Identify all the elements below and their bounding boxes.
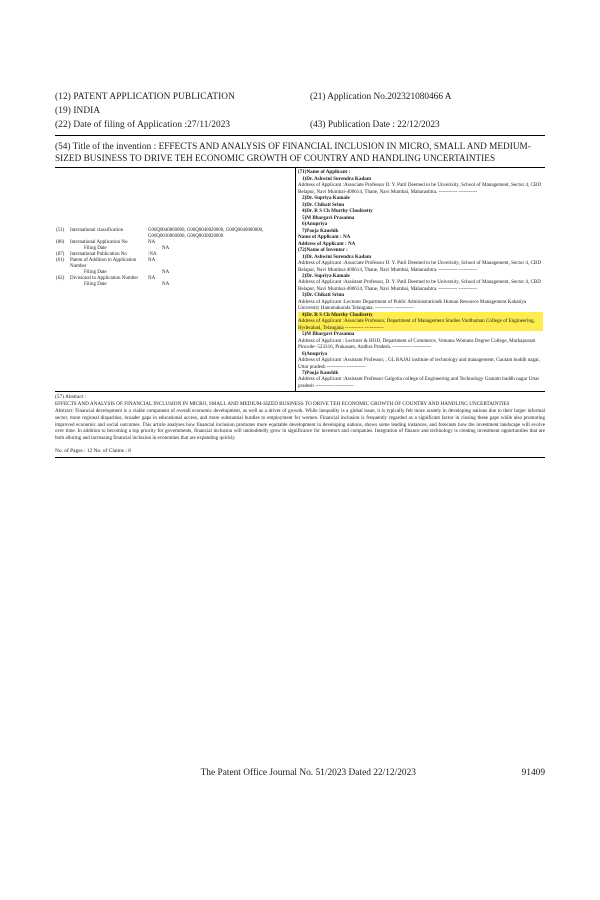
field-22-filing-date: (22) Date of filing of Application :27/11/2023 [55,120,231,130]
page-number: 91409 [521,768,545,778]
applicant-name-na: Name of Applicant : NA [298,234,351,241]
applicant-name: 5)M Bhargavi Prasanna [302,214,355,221]
left-column-fields [55,168,296,391]
field-62-number: (62) [56,276,65,282]
inventor-name-highlighted: 4)Dr. R S Ch Murthy Chodisetty [298,312,543,318]
field-61-number: (61) [56,258,65,264]
field-61-label: Patent of Addition to Application Number [70,258,137,270]
field-62-value: NA [148,276,156,282]
header-block [55,92,545,136]
header-row-country [55,106,545,116]
applicant-heading: (71)Name of Applicant : [298,169,351,176]
applicant-name: 1)Dr. Ashwini Surendra Kadam [302,175,372,182]
field-87-value: :NA [148,252,157,258]
inventor-address: Address of Applicant :Assistant Professor, D. Y. Patil Deemed to be University, School of Management, Sector 4, CBD Belapur, Navi Mumbai-400614, Thane, Navi Mumbai, Maharashtra. ----------- ----------- [298,279,541,292]
field-19-country: (19) INDIA [55,106,101,116]
field-62-label: Divisional to Application Number [70,276,139,282]
field-87-number: (87) [56,252,65,258]
inventor-address: Address of Applicant :Lecturer Department of Public Administration& Human Resource Management Kakatiya University Hanumakonda Telangana. ----------- ----------- [298,298,527,312]
field-86-filing-value: NA [162,246,170,252]
field-87-label: International Publication No [70,252,127,258]
inventor-name: 2)Dr. Supriya Kamale [302,272,350,279]
applicant-name: 3)Dr. Chikati Srinu [302,201,345,208]
inventor-heading: (72)Name of Inventor : [298,247,348,254]
inventor-name: 1)Dr. Ashwini Surendra Kadam [302,253,372,260]
inventor-name: 6)Anupriya [302,350,328,357]
field-51-number: (51) [56,228,65,234]
inventor-address: Address of Applicant :Associate Professor D. Y. Patil Deemed to be Unverisity, School of Management, Sector 4, CBD Belapur, Navi Mumbai-400614, Thane, Navi Mumbai, Maharashtra. ----------- ----------- [298,260,541,273]
inventor-address-highlighted: Address of Applicant :Associate Professor, Department of Management Studies Vardhaman College of Engineering, Hyderabad, Telangana ----------- ----------- [298,318,543,331]
inventor-address: Address of Applicant :Assistant Professor, , GL BAJAJ institute of technology and management, Gautam buddh nagar, Uttar pradesh ----------- ----------- [298,357,541,370]
field-51-value: G06Q0040060000, G06Q0040020000, G06Q0040000000, G06Q0010060000, G06Q0030020000 [148,228,264,240]
right-column-parties [296,168,545,391]
applicant-name: 7)Pooja Kaushik [302,227,339,234]
pages-claims-line: No. of Pages : 12 No. of Claims : 8 [55,447,131,454]
inventor-address: Address of Applicant :Assistant Professor Galgotia college of Engineering and Technology Gautam buddh nagar Uttar pradesh ----------- ----------- [298,376,540,389]
applicant-name: 4)Dr. R S Ch Murthy Chodisetty [302,208,373,215]
field-86-filing-label: Filing Date [84,246,107,252]
abstract-title: EFFECTS AND ANALYSIS OF FINANCIAL INCLUSION IN MICRO, SMALL AND MEDIUM-SIZED BUSINESS TO DRIVE TEH ECONOMIC GROWTH OF COUNTRY AND HANDLING UNCERTAINTIES [55,401,510,408]
inventor-name: 3)Dr. Chikati Srinu [302,292,345,299]
abstract-body: Abstract: Financial development is a viable component of overall economic development, as well as a driver of growth. While inequality is a global issue, it is typically felt more acutely in developing nations due to their larger informal sector, more regional disparities, broader gaps in educational access, and more substantial hurdles to employment for women. Financial inclusion is frequently regarded as a significant factor in closing these gaps while also promoting improved economic and social outcomes. This article analyses how financial inclusion promotes more equitable development in developing nations, shows some leading instances, and forecasts how the investment landscape will evolve over time. In addition to becoming a top priority for governments, financial inclusion will undoubtedly grow in significance for investors and companies. Integration of finance and technology is creating investment opportunities that are both alluring and increasing financial inclusion in economies that are expanding quickly. [55,408,545,442]
field-61-filing-label: Filing Date [84,270,107,276]
row-divisional-filing-date [55,282,295,288]
journal-reference: The Patent Office Journal No. 51/2023 Dated 22/12/2023 [200,768,416,778]
applicant-name: 6)Anupriya [302,221,328,228]
field-43-publication-date: (43) Publication Date : 22/12/2023 [310,120,440,130]
inventor-name: 5)M Bhargavi Prasanna [302,331,355,338]
field-12-publication: (12) PATENT APPLICATION PUBLICATION [55,92,235,102]
field-62-filing-value: NA [162,282,170,288]
field-21-application-no: (21) Application No.202321080466 A [310,92,452,102]
applicant-address-na: Address of Applicant : NA [298,240,356,247]
applicant-address: Address of Applicant :Associate Professor D. Y. Patil Deemed to be Unverisity, School of Management, Sector 4, CBD Belapur, Navi Mumbai-400614, Thane, Navi Mumbai, Maharashtra. ----------- ----------- [298,182,541,195]
field-57-abstract-label: (57) Abstract : [55,394,87,401]
left-field-list [55,228,295,288]
abstract-block [55,392,545,458]
applicant-name: 2)Dr. Supriya Kamale [302,195,350,202]
field-61-filing-value: NA [162,270,170,276]
inventor-address: Address of Applicant : Lecturer & HOD, Department of Commerce, Vemana Womans Degree College, Markapuram Pincode- 523316, Prakasam, Andhra Pradesh. ----------- ----------- [298,337,536,351]
field-86-number: (86) [56,240,65,246]
field-86-label: International Application No [70,240,128,246]
field-86-value: NA [148,240,156,246]
page-footer [55,768,545,778]
header-row-dates [55,120,545,130]
field-62-filing-label: Filing Date [84,282,107,288]
field-61-value: NA [148,258,156,264]
inventor-name: 7)Pooja Kaushik [302,370,339,376]
row-international-classification [55,228,295,240]
bibliographic-table [55,168,545,392]
field-51-label: International classification [70,228,124,234]
row-patent-of-addition [55,258,295,270]
field-54-title: (54) Title of the invention : EFFECTS AND ANALYSIS OF FINANCIAL INCLUSION IN MICRO, SMALL AND MEDIUM-SIZED BUSINESS TO DRIVE TEH ECONOMIC GROWTH OF COUNTRY AND HANDLING UNCERTAINTIES [55,136,545,168]
header-row-publication [55,92,545,102]
publication-record [55,92,545,458]
